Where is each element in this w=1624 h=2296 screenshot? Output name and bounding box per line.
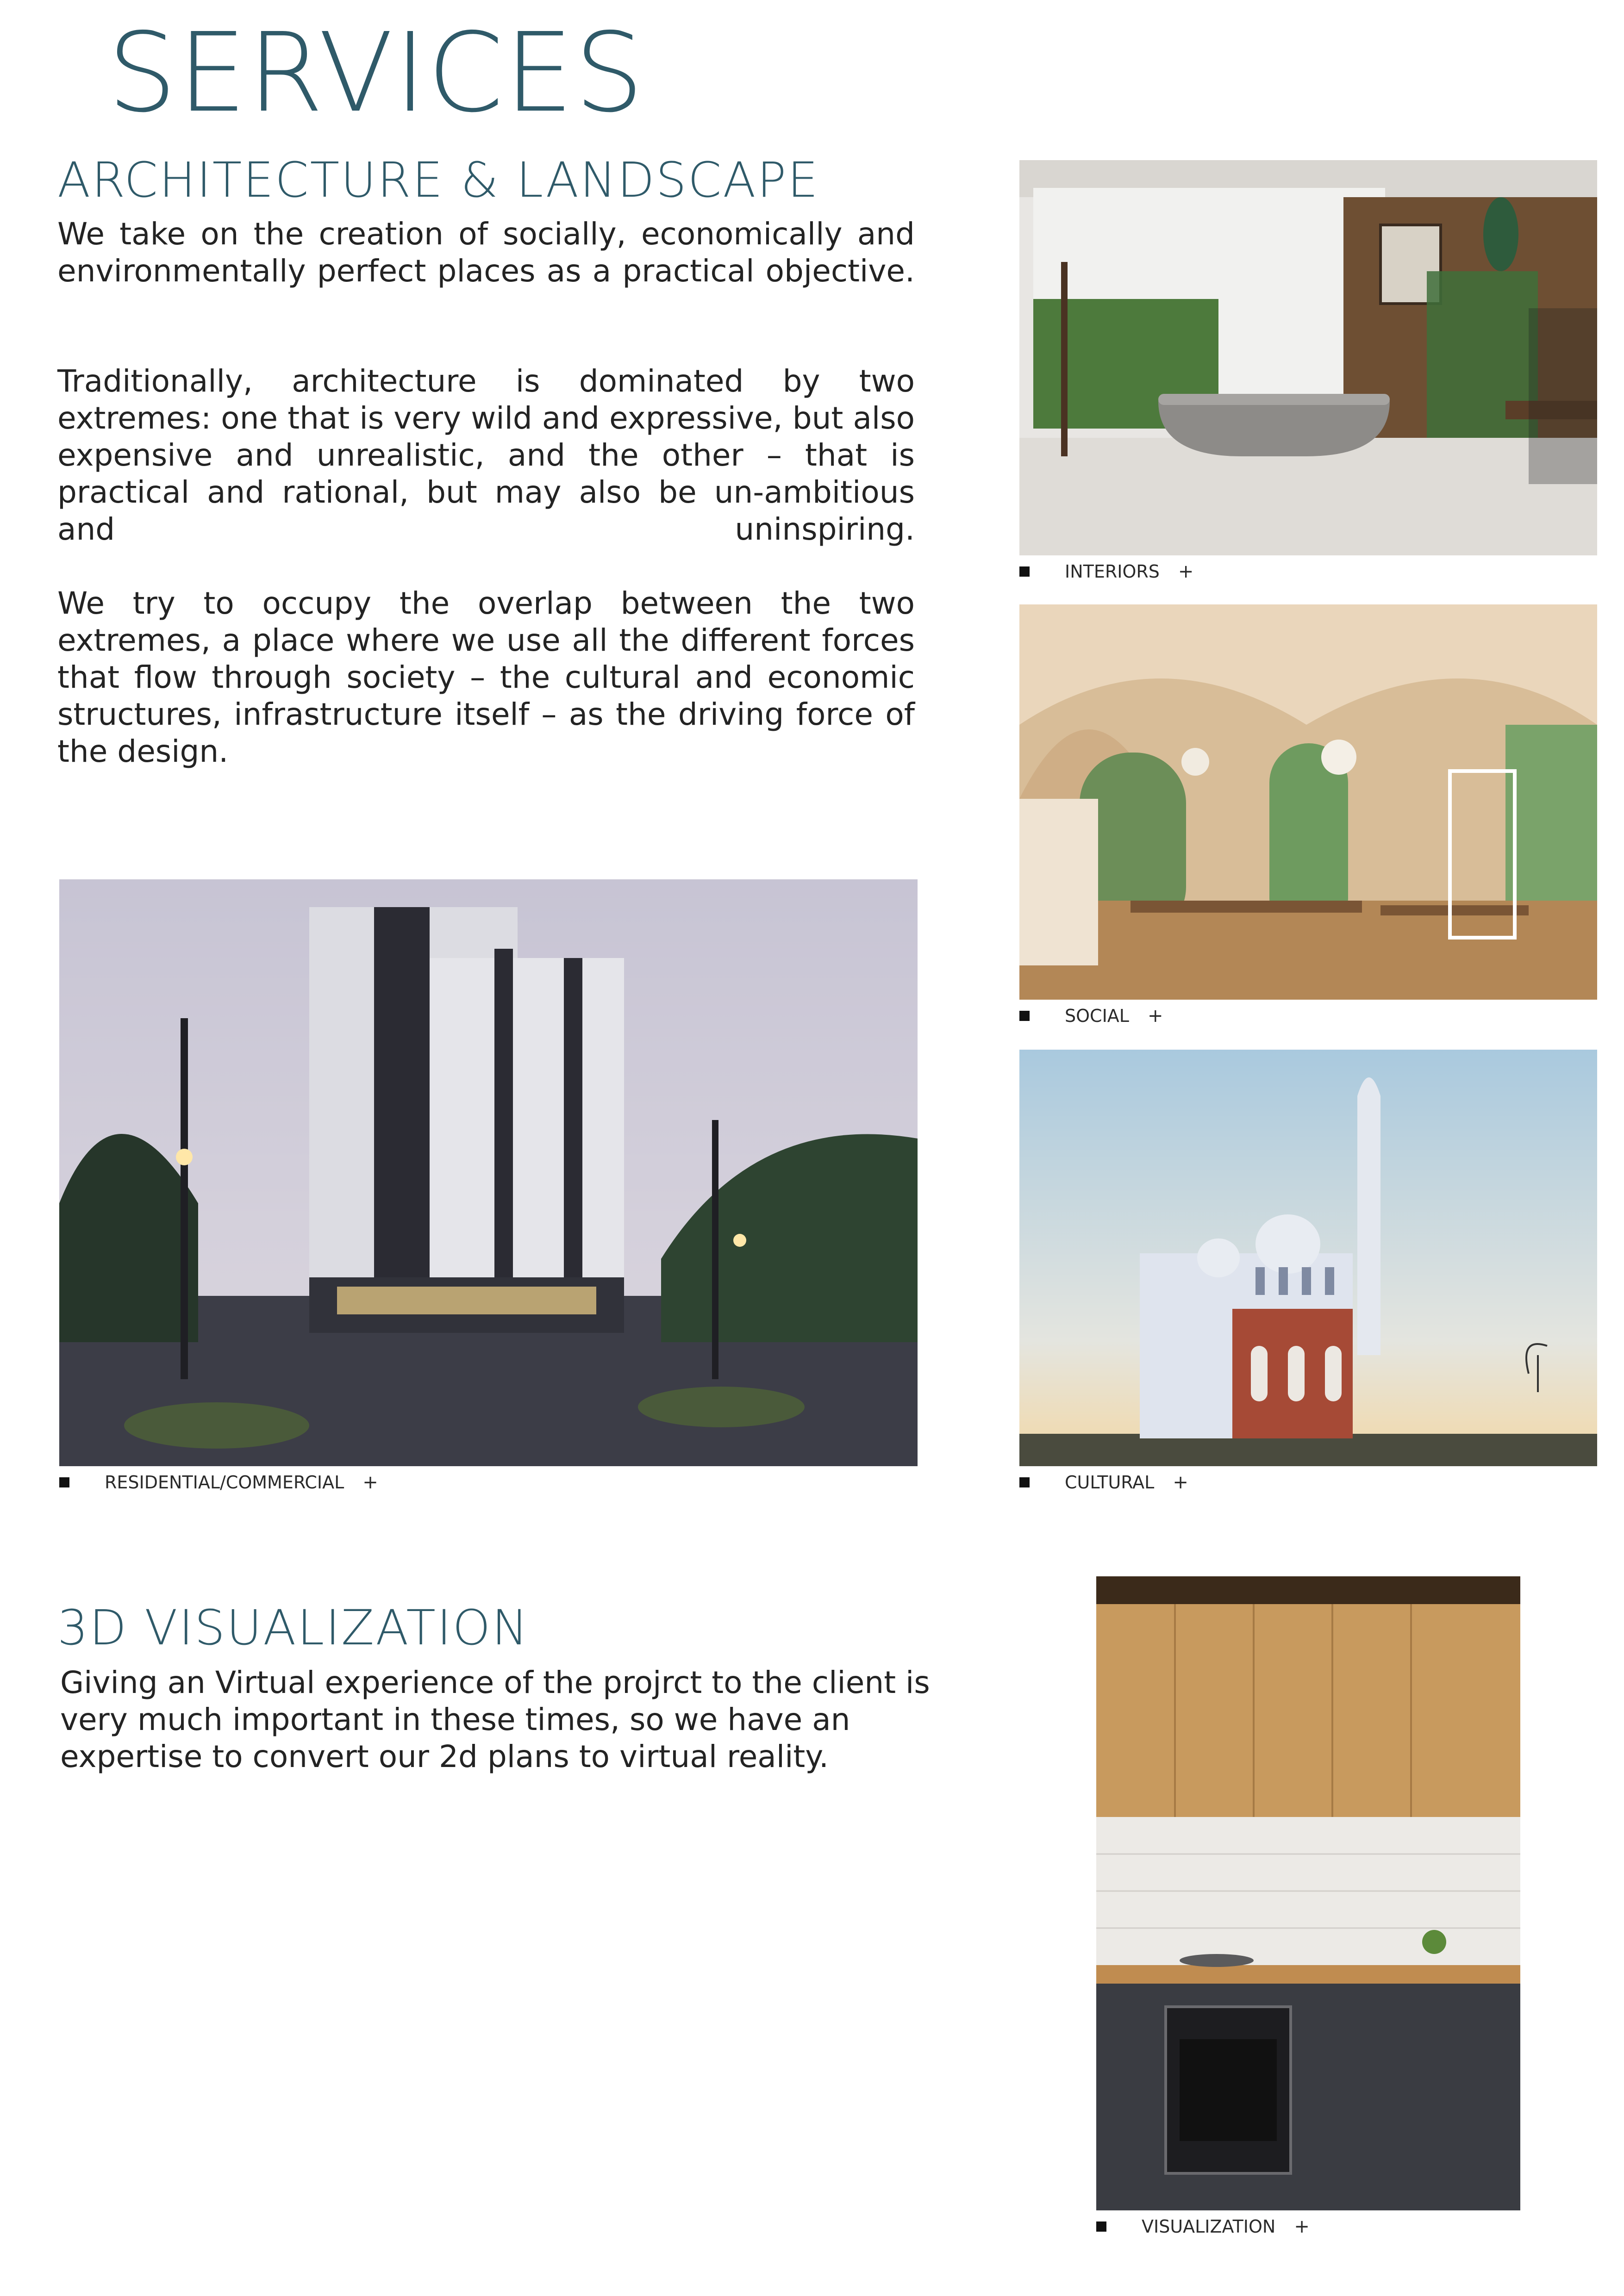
cultural-caption[interactable]: [1019, 1472, 1188, 1493]
visualization-heading: 3D VISUALIZATION: [57, 1599, 530, 1656]
interiors-label: INTERIORS: [1065, 561, 1160, 582]
bullet-square-icon: [1096, 2221, 1106, 2232]
interiors-caption[interactable]: [1019, 561, 1193, 582]
visualization-image[interactable]: [1096, 1576, 1520, 2210]
architecture-paragraph-2: Traditionally, architecture is dominated by two extremes: one that is very wild and expressive, but also expensive and unrealistic, and the other – that is practical and rational, but may also be un-ambitious and uninspiring.: [57, 363, 915, 547]
architecture-paragraph-1: We take on the creation of socially, economically and environmentally perfect places as a practical objective.: [57, 216, 915, 289]
visualization-caption[interactable]: [1096, 2216, 1310, 2237]
visualization-label: VISUALIZATION: [1142, 2216, 1276, 2237]
architecture-heading: ARCHITECTURE & LANDSCAPE: [57, 152, 819, 208]
page-title: SERVICES: [107, 9, 645, 137]
social-image[interactable]: [1019, 604, 1597, 1000]
bullet-square-icon: [59, 1477, 69, 1487]
bullet-square-icon: [1019, 1011, 1030, 1021]
plus-icon[interactable]: +: [362, 1472, 378, 1493]
residential-commercial-label: RESIDENTIAL/COMMERCIAL: [105, 1472, 344, 1493]
interiors-image[interactable]: [1019, 160, 1597, 555]
social-label: SOCIAL: [1065, 1006, 1129, 1026]
social-caption[interactable]: [1019, 1005, 1163, 1027]
plus-icon[interactable]: +: [1173, 1472, 1188, 1493]
cultural-label: CULTURAL: [1065, 1472, 1155, 1493]
plus-icon[interactable]: +: [1147, 1005, 1163, 1027]
plus-icon[interactable]: +: [1294, 2216, 1310, 2237]
cultural-image[interactable]: [1019, 1050, 1597, 1466]
visualization-text: Giving an Virtual experience of the projrct to the client is very much important in these times, so we have an expertise to convert our 2d plans to virtual reality.: [60, 1665, 930, 1774]
plus-icon[interactable]: +: [1178, 561, 1194, 582]
bullet-square-icon: [1019, 1477, 1030, 1487]
architecture-paragraph-3: We try to occupy the overlap between the two extremes, a place where we use all the different forces that flow through society – the cultural and economic structures, infrastructure itself – as the driving force of the design.: [57, 585, 915, 769]
residential-commercial-caption[interactable]: [59, 1472, 378, 1493]
bullet-square-icon: [1019, 566, 1030, 577]
residential-commercial-image[interactable]: [59, 879, 918, 1466]
